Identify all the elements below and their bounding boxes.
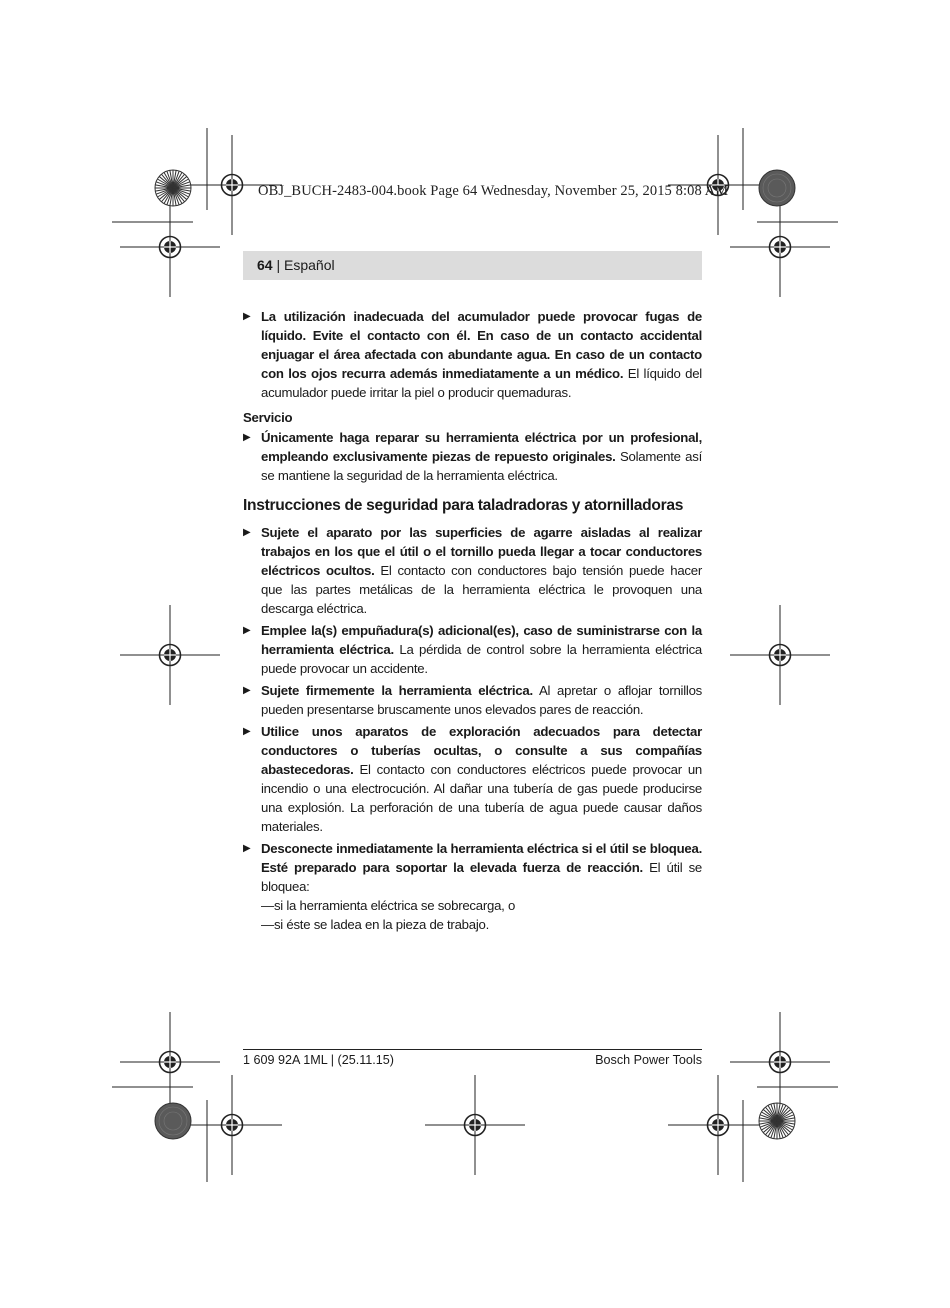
list-item: [243, 621, 702, 678]
page-number: 64: [257, 257, 273, 273]
item-text: El contacto con conductores eléctricos puede provocar un incendio o una electrocución. Al dañar una tubería de gas puede producirse una explosión. La perforación de una tubería de agua puede causar daños materiales.: [261, 762, 702, 834]
footer-brand: Bosch Power Tools: [595, 1053, 702, 1067]
item-text: Solamente así se mantiene la seguridad de la herramienta eléctrica.: [261, 449, 702, 483]
dash-item-text: si la herramienta eléctrica se sobrecarga, o: [273, 898, 516, 913]
list-item: [243, 681, 702, 719]
registration-mark-icon: [730, 605, 830, 705]
dash-item: —si la herramienta eléctrica se sobrecarga, o: [261, 898, 516, 913]
triangle-right-icon: ▶: [243, 843, 251, 854]
starburst-target-icon: [155, 170, 191, 206]
dash-item-text: si éste se ladea en la pieza de trabajo.: [273, 917, 490, 932]
warning-bold-text: La utilización inadecuada del acumulador puede provocar fugas de líquido. Evite el contacto con él. En caso de un contacto accidental enjuagar el área afectada con abundante agua. En caso de un contacto con los ojos recurra además inmediatamente a un médico.: [261, 309, 702, 381]
dash-item: —si éste se ladea en la pieza de trabajo.: [261, 917, 490, 932]
registration-mark-icon: [182, 1075, 282, 1175]
item-bold-text: Sujete el aparato por las superficies de agarre aisladas al realizar trabajos en los que el útil o el tornillo pueda llegar a tocar conductores eléctricos ocultos.: [261, 525, 702, 578]
registration-mark-icon: [730, 1012, 830, 1112]
registration-mark-icon: [730, 197, 830, 297]
header-language: Español: [284, 257, 335, 273]
slug-line: OBJ_BUCH-2483-004.book Page 64 Wednesday, November 25, 2015 8:08 AM: [258, 183, 729, 199]
item-bold-text: Utilice unos aparatos de exploración adecuados para detectar conductores o tuberías ocultas, o consulte a sus compañías abastecedoras.: [261, 724, 702, 777]
footer-divider: [243, 1049, 702, 1050]
registration-mark-icon: [425, 1075, 525, 1175]
list-item: [243, 839, 702, 934]
triangle-right-icon: ▶: [243, 685, 251, 696]
item-bold-text: Únicamente haga reparar su herramienta eléctrica por un profesional, empleando exclusivamente piezas de repuesto originales.: [261, 430, 702, 464]
triangle-right-icon: ▶: [243, 527, 251, 538]
list-item: [243, 428, 702, 485]
registration-mark-icon: [120, 605, 220, 705]
starburst-target-icon: [759, 1103, 795, 1139]
item-text: El contacto con conductores bajo tensión puede hacer que las partes metálicas de la herramienta eléctrica le provoquen una descarga eléctrica.: [261, 563, 702, 616]
triangle-right-icon: ▶: [243, 432, 251, 443]
triangle-right-icon: ▶: [243, 726, 251, 737]
list-item: [243, 523, 702, 618]
footer-doc-number: 1 609 92A 1ML | (25.11.15): [243, 1053, 395, 1067]
item-text: El útil se bloquea:: [261, 860, 702, 894]
registration-mark-icon: [120, 197, 220, 297]
item-text: La pérdida de control sobre la herramienta eléctrica puede provocar un accidente.: [261, 642, 702, 676]
item-bold-text: Emplee la(s) empuñadura(s) adicional(es), caso de suministrarse con la herramienta eléctrica.: [261, 623, 702, 657]
item-bold-text: Desconecte inmediatamente la herramienta eléctrica si el útil se bloquea. Esté preparado para soportar la elevada fuerza de reacción.: [261, 841, 702, 875]
item-text: Al apretar o aflojar tornillos pueden presentarse bruscamente unos elevados pares de reacción.: [261, 683, 703, 717]
list-item: [243, 307, 702, 402]
header-separator: |: [272, 257, 284, 273]
registration-mark-icon: [668, 1075, 768, 1175]
triangle-right-icon: ▶: [243, 311, 251, 322]
item-bold-text: Sujete firmemente la herramienta eléctrica.: [261, 683, 533, 698]
solid-target-icon: [759, 170, 795, 206]
section-title-servicio: Servicio: [243, 410, 293, 425]
main-content: [243, 307, 702, 937]
section-heading: Instrucciones de seguridad para taladradoras y atornilladoras: [243, 497, 684, 514]
triangle-right-icon: ▶: [243, 625, 251, 636]
page-header: [243, 251, 702, 280]
registration-mark-icon: [120, 1012, 220, 1112]
warning-text: El líquido del acumulador puede irritar la piel o producir quemaduras.: [261, 366, 702, 400]
list-item: [243, 722, 702, 836]
solid-target-icon: [155, 1103, 191, 1139]
